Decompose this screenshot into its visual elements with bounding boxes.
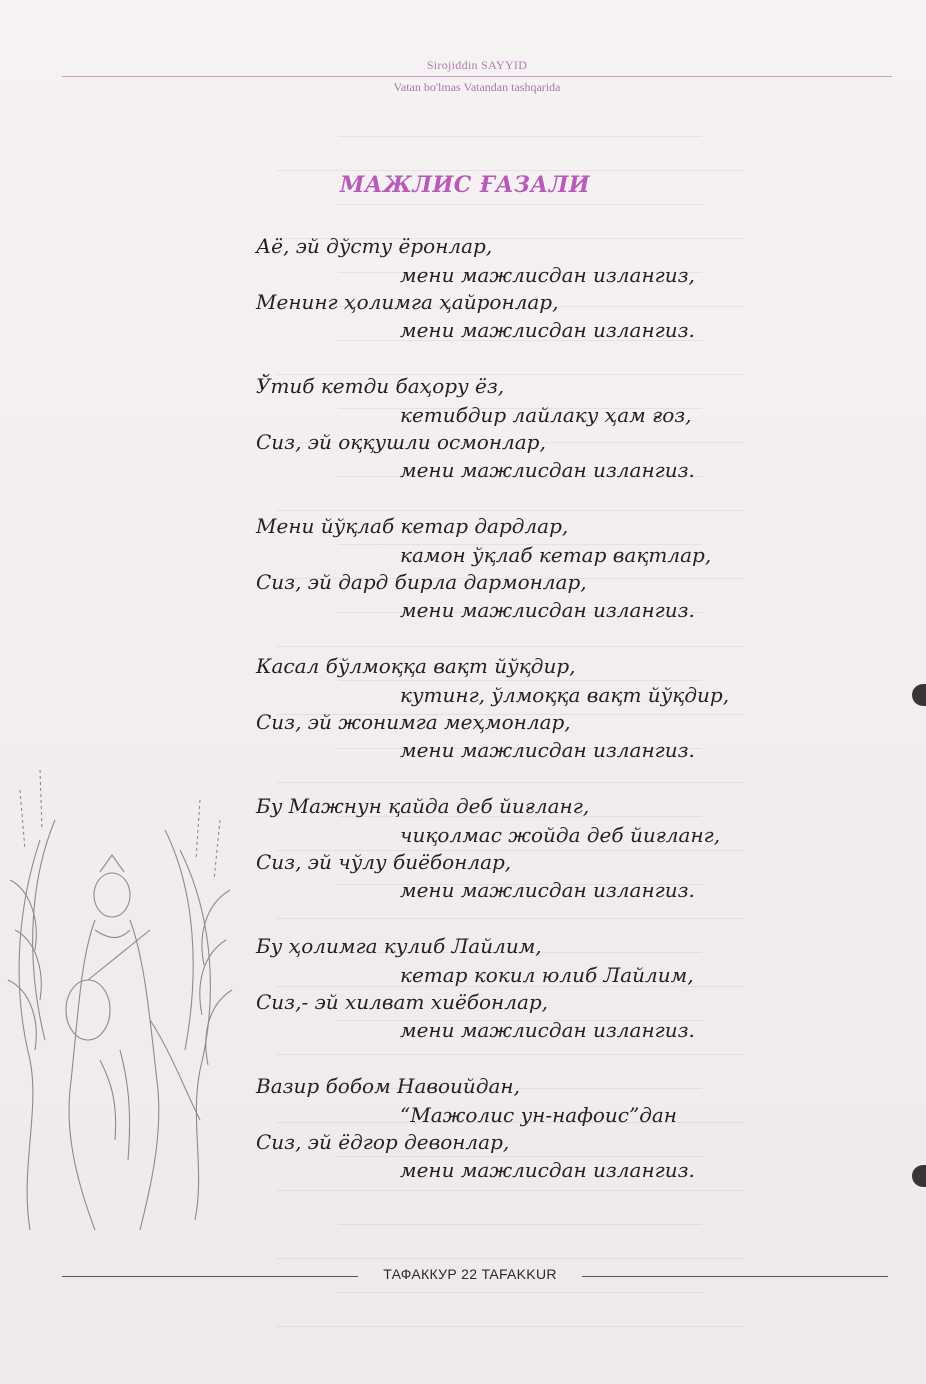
poem-line: камон ўқлаб кетар вақтлар, bbox=[400, 543, 712, 567]
poem-line: Касал бўлмоққа вақт йўқдир, bbox=[256, 654, 576, 678]
poem-line: Сиз,- эй хилват хиёбонлар, bbox=[256, 990, 549, 1014]
poem-line: мени мажлисдан излангиз. bbox=[400, 738, 695, 762]
angel-illustration bbox=[0, 760, 240, 1240]
poem-line: Аё, эй дўсту ёронлар, bbox=[256, 234, 493, 258]
poem-line: Сиз, эй чўлу биёбонлар, bbox=[256, 850, 512, 874]
poem-line: мени мажлисдан излангиз. bbox=[400, 318, 695, 342]
poem-line: кетар кокил юлиб Лайлим, bbox=[400, 963, 694, 987]
poem-line: Бу Мажнун қайда деб йиғланг, bbox=[256, 794, 590, 818]
header-book-title: Vatan bo'lmas Vatandan tashqarida bbox=[393, 80, 561, 94]
poem-line: Менинг ҳолимга ҳайронлар, bbox=[256, 290, 559, 314]
footer-page-label: ТАФАККУР 22 TAFAKKUR bbox=[383, 1266, 557, 1282]
poem-line: Мени йўқлаб кетар дардлар, bbox=[256, 514, 569, 538]
poem-line: мени мажлисдан излангиз. bbox=[400, 878, 695, 902]
poem-line: Сиз, эй дард бирла дармонлар, bbox=[256, 570, 587, 594]
poem-line: Ўтиб кетди баҳору ёз, bbox=[256, 374, 505, 398]
header-author: Sirojiddin SAYYID bbox=[426, 58, 528, 72]
poem-line: мени мажлисдан излангиз. bbox=[400, 598, 695, 622]
poem-line: кутинг, ўлмоққа вақт йўқдир, bbox=[400, 683, 730, 707]
footer-rule-right bbox=[582, 1276, 888, 1277]
poem-line: Вазир бобом Навоийдан, bbox=[256, 1074, 520, 1098]
poem-line: Сиз, эй жонимга меҳмонлар, bbox=[256, 710, 571, 734]
page-footer bbox=[62, 1266, 888, 1288]
poem-line: мени мажлисдан излангиз. bbox=[400, 458, 695, 482]
poem-line: мени мажлисдан излангиз, bbox=[400, 263, 695, 287]
poem-line: мени мажлисдан излангиз. bbox=[400, 1158, 695, 1182]
poem-line: Бу ҳолимга кулиб Лайлим, bbox=[256, 934, 542, 958]
poem-line: мени мажлисдан излангиз. bbox=[400, 1018, 695, 1042]
footer-rule-left bbox=[62, 1276, 358, 1277]
poem-title: МАЖЛИС ҒАЗАЛИ bbox=[339, 172, 591, 198]
poem-line: “Мажолис ун-нафоис”дан bbox=[400, 1103, 677, 1127]
poem-line: кетибдир лайлаку ҳам ғоз, bbox=[400, 403, 692, 427]
poem-line: чиқолмас жойда деб йиғланг, bbox=[400, 823, 721, 847]
poem-line: Сиз, эй ёдгор девонлар, bbox=[256, 1130, 510, 1154]
poem-line: Сиз, эй оққушли осмонлар, bbox=[256, 430, 546, 454]
